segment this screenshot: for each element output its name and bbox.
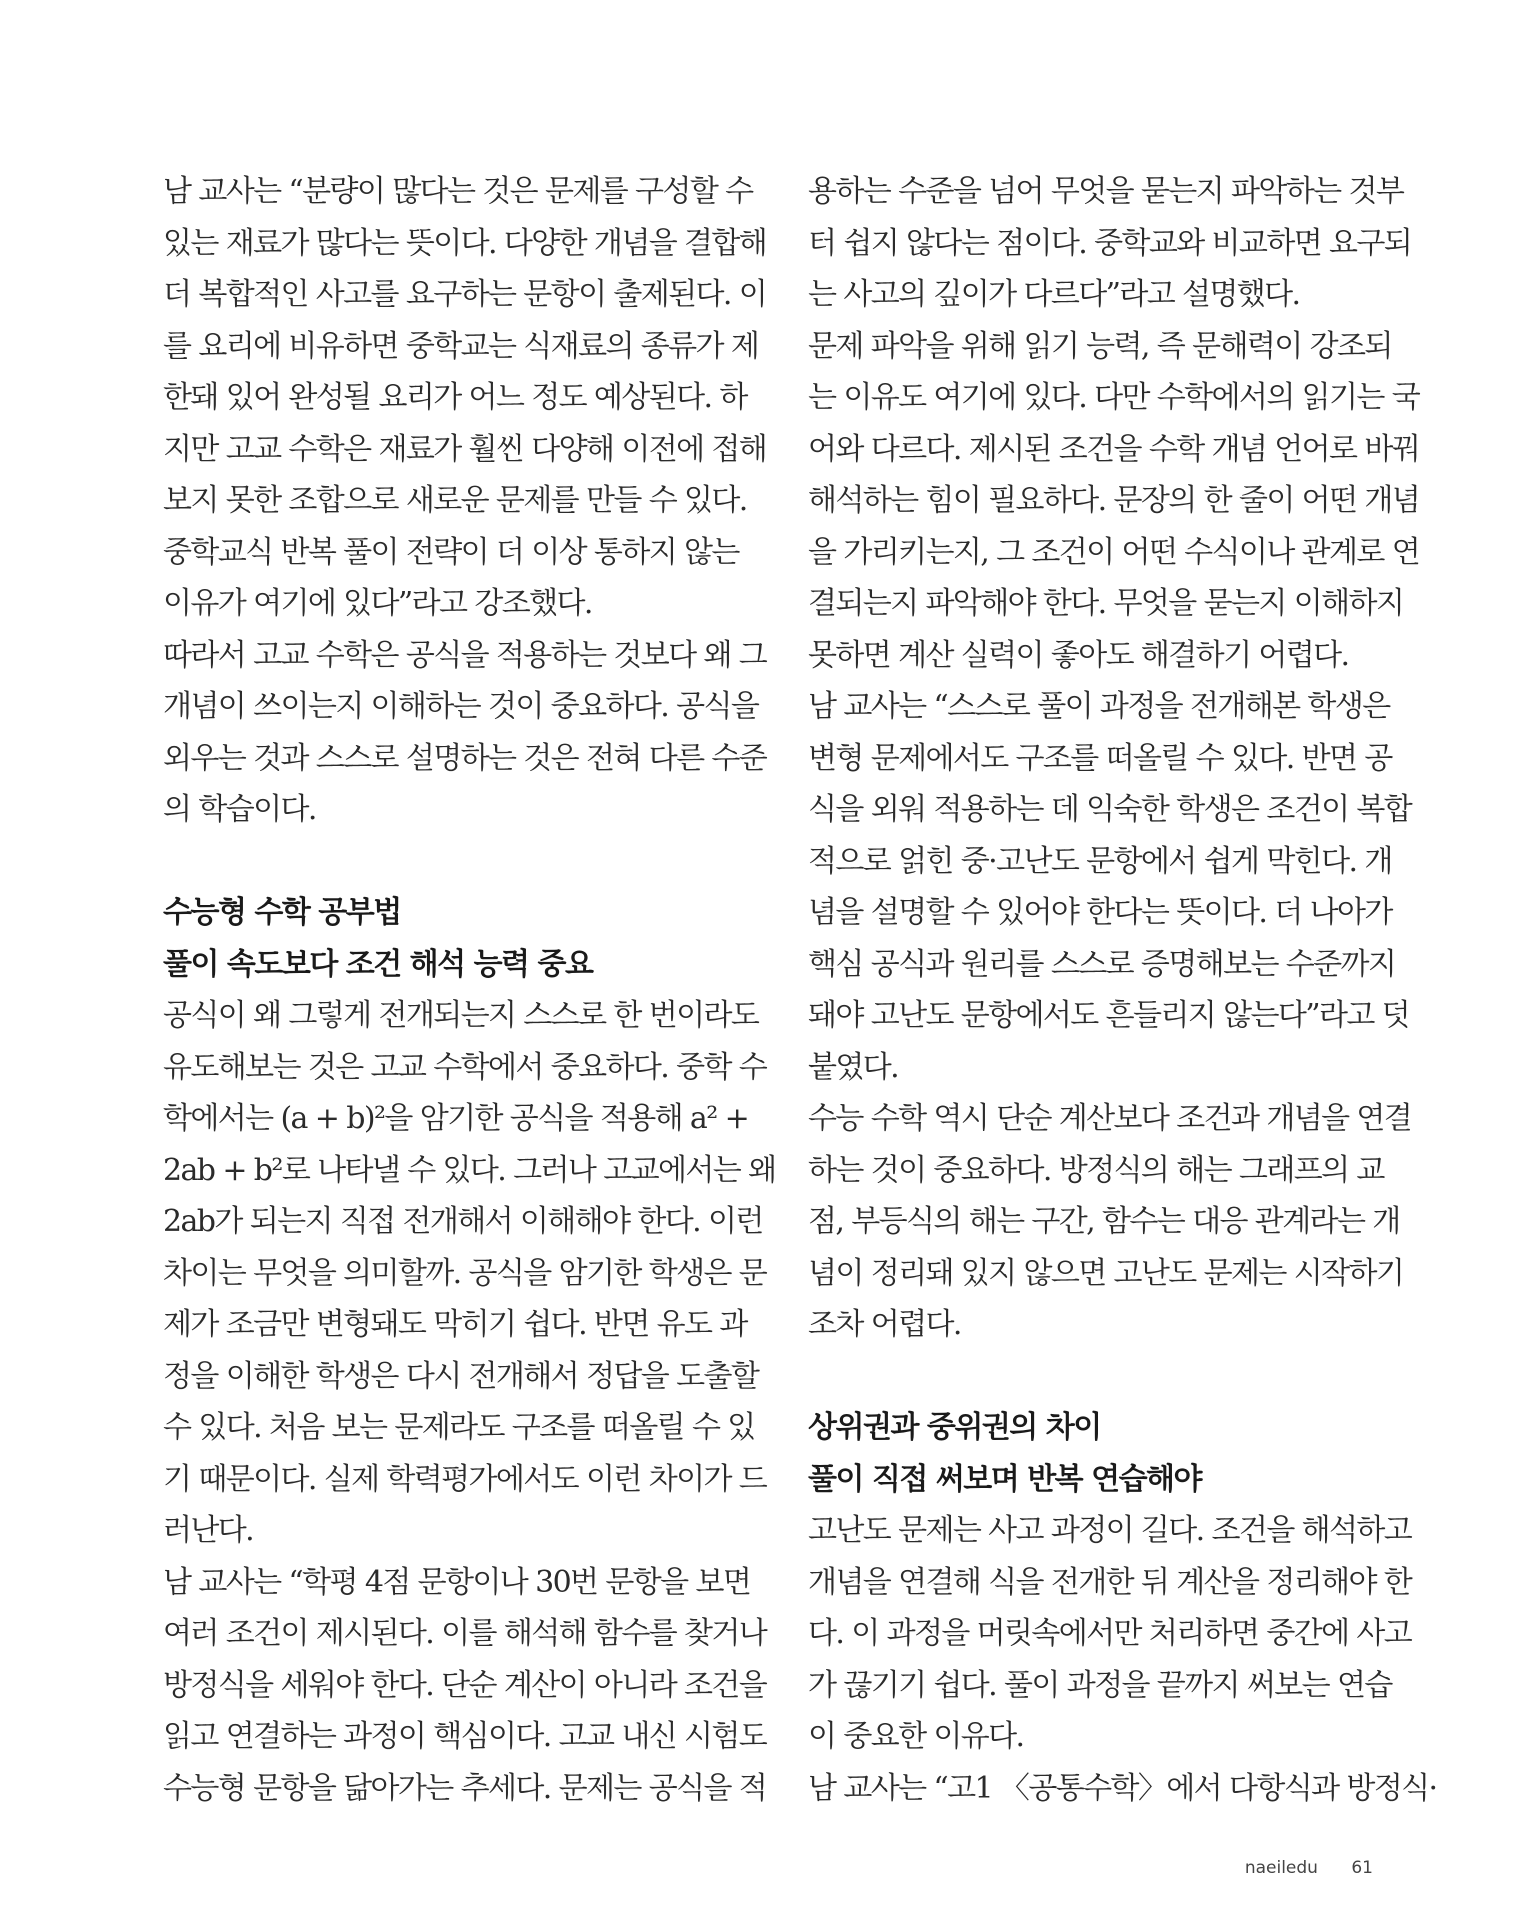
text-line: 2ab가 되는지 직접 전개해서 이해해야 한다. 이런 <box>163 1204 763 1239</box>
text-line: 는 이유도 여기에 있다. 다만 수학에서의 읽기는 국 <box>808 380 1420 415</box>
paragraph <box>163 990 776 1557</box>
section-heading <box>808 1402 1363 1505</box>
text-line: 보지 못한 조합으로 새로운 문제를 만들 수 있다. <box>163 483 747 518</box>
text-line: 점, 부등식의 해는 구간, 함수는 대응 관계라는 개 <box>808 1204 1400 1239</box>
right-column <box>808 166 1437 1814</box>
text-line: 념을 설명할 수 있어야 한다는 뜻이다. 더 나아가 <box>808 895 1392 930</box>
text-line: 결되는지 파악해야 한다. 무엇을 묻는지 이해하지 <box>808 586 1404 621</box>
text-line: 하는 것이 중요하다. 방정식의 해는 그래프의 교 <box>808 1152 1384 1188</box>
text-line: 적으로 얽힌 중·고난도 문항에서 쉽게 막힌다. 개 <box>808 843 1392 879</box>
paragraph <box>808 1505 1412 1763</box>
paragraph <box>163 166 767 630</box>
section-heading-line: 풀이 직접 써보며 반복 연습해야 <box>808 1461 1202 1497</box>
text-line: 공식이 왜 그렇게 전개되는지 스스로 한 번이라도 <box>163 998 759 1033</box>
paragraph <box>808 321 1420 682</box>
text-line: 이유가 여기에 있다”라고 강조했다. <box>163 586 592 621</box>
section-gap <box>808 1351 1363 1403</box>
section-heading-line: 상위권과 중위권의 차이 <box>808 1410 1101 1445</box>
section-heading-line: 수능형 수학 공부법 <box>163 895 401 930</box>
text-line: 남 교사는 “학평 4점 문항이나 30번 문항을 보면 <box>163 1564 751 1600</box>
text-line: 돼야 고난도 문항에서도 흔들리지 않는다”라고 덧 <box>808 998 1410 1033</box>
text-line: 붙였다. <box>808 1049 899 1085</box>
text-line: 이 중요한 이유다. <box>808 1719 1024 1754</box>
text-line: 중학교식 반복 풀이 전략이 더 이상 통하지 않는 <box>163 534 739 570</box>
text-line: 방정식을 세워야 한다. 단순 계산이 아니라 조건을 <box>163 1667 767 1703</box>
paragraph <box>808 681 1412 1093</box>
text-line: 의 학습이다. <box>163 792 316 827</box>
text-line: 는 사고의 깊이가 다르다”라고 설명했다. <box>808 277 1300 312</box>
text-line: 더 복합적인 사고를 요구하는 문항이 출제된다. 이 <box>163 277 767 312</box>
section-heading <box>163 887 718 990</box>
text-line: 고난도 문제는 사고 과정이 길다. 조건을 해석하고 <box>808 1513 1412 1548</box>
text-line: 기 때문이다. 실제 학력평가에서도 이런 차이가 드 <box>163 1461 767 1497</box>
text-line: 를 요리에 비유하면 중학교는 식재료의 종류가 제 <box>163 328 759 364</box>
text-line: 수 있다. 처음 보는 문제라도 구조를 떠올릴 수 있 <box>163 1410 755 1445</box>
text-line: 정을 이해한 학생은 다시 전개해서 정답을 도출할 <box>163 1358 759 1394</box>
text-line: 변형 문제에서도 구조를 떠올릴 수 있다. 반면 공 <box>808 740 1392 776</box>
text-line: 핵심 공식과 원리를 스스로 증명해보는 수준까지 <box>808 946 1396 982</box>
text-line: 수능 수학 역시 단순 계산보다 조건과 개념을 연결 <box>808 1101 1412 1136</box>
section-heading-line: 풀이 속도보다 조건 해석 능력 중요 <box>163 946 593 982</box>
text-line: 가 끊기기 쉽다. 풀이 과정을 끝까지 써보는 연습 <box>808 1667 1392 1703</box>
text-line: 조차 어렵다. <box>808 1307 961 1342</box>
text-line: 읽고 연결하는 과정이 핵심이다. 고교 내신 시험도 <box>163 1719 767 1754</box>
text-line: 해석하는 힘이 필요하다. 문장의 한 줄이 어떤 개념 <box>808 483 1420 518</box>
paragraph <box>163 630 767 836</box>
text-line: 개념이 쓰이는지 이해하는 것이 중요하다. 공식을 <box>163 689 759 724</box>
text-line: 남 교사는 “스스로 풀이 과정을 전개해본 학생은 <box>808 689 1390 724</box>
text-line: 어와 다르다. 제시된 조건을 수학 개념 언어로 바꿔 <box>808 431 1420 467</box>
text-line: 외우는 것과 스스로 설명하는 것은 전혀 다른 수준 <box>163 740 767 776</box>
text-line: 용하는 수준을 넘어 무엇을 묻는지 파악하는 것부 <box>808 174 1404 209</box>
publication-name: naeiledu <box>1244 1858 1318 1878</box>
text-line: 유도해보는 것은 고교 수학에서 중요하다. 중학 수 <box>163 1049 767 1085</box>
text-line: 문제 파악을 위해 읽기 능력, 즉 문해력이 강조되 <box>808 328 1392 364</box>
text-line: 따라서 고교 수학은 공식을 적용하는 것보다 왜 그 <box>163 637 767 673</box>
text-line: 2ab + b²로 나타낼 수 있다. 그러나 고교에서는 왜 <box>163 1152 776 1188</box>
text-line: 차이는 무엇을 의미할까. 공식을 암기한 학생은 문 <box>163 1255 767 1291</box>
page-footer <box>1245 1858 1373 1878</box>
text-line: 남 교사는 “분량이 많다는 것은 문제를 구성할 수 <box>163 174 753 209</box>
text-line: 다. 이 과정을 머릿속에서만 처리하면 중간에 사고 <box>808 1616 1412 1651</box>
paragraph <box>808 166 1412 321</box>
text-line: 식을 외워 적용하는 데 익숙한 학생은 조건이 복합 <box>808 792 1412 827</box>
text-line: 지만 고교 수학은 재료가 훨씬 다양해 이전에 접해 <box>163 431 767 467</box>
text-line: 학에서는 (a + b)²을 암기한 공식을 적용해 a² + <box>163 1101 749 1136</box>
text-line: 을 가리키는지, 그 조건이 어떤 수식이나 관계로 연 <box>808 534 1420 570</box>
left-column <box>163 166 776 1814</box>
paragraph <box>163 1557 767 1815</box>
text-line: 한돼 있어 완성될 요리가 어느 정도 예상된다. 하 <box>163 380 747 415</box>
text-line: 못하면 계산 실력이 좋아도 해결하기 어렵다. <box>808 637 1349 673</box>
text-line: 터 쉽지 않다는 점이다. 중학교와 비교하면 요구되 <box>808 225 1412 261</box>
text-line: 있는 재료가 많다는 뜻이다. 다양한 개념을 결합해 <box>163 225 767 261</box>
section-gap <box>163 836 718 888</box>
text-line: 남 교사는 “고1 〈공통수학〉에서 다항식과 방정식· <box>808 1770 1437 1806</box>
text-line: 념이 정리돼 있지 않으면 고난도 문제는 시작하기 <box>808 1255 1404 1291</box>
text-line: 러난다. <box>163 1513 254 1548</box>
paragraph <box>808 1763 1437 1815</box>
text-line: 개념을 연결해 식을 전개한 뒤 계산을 정리해야 한 <box>808 1564 1412 1600</box>
page-number: 61 <box>1351 1858 1373 1878</box>
paragraph <box>808 1093 1412 1351</box>
text-line: 수능형 문항을 닮아가는 추세다. 문제는 공식을 적 <box>163 1770 767 1806</box>
text-line: 제가 조금만 변형돼도 막히기 쉽다. 반면 유도 과 <box>163 1307 747 1342</box>
text-line: 여러 조건이 제시된다. 이를 해석해 함수를 찾거나 <box>163 1616 767 1651</box>
